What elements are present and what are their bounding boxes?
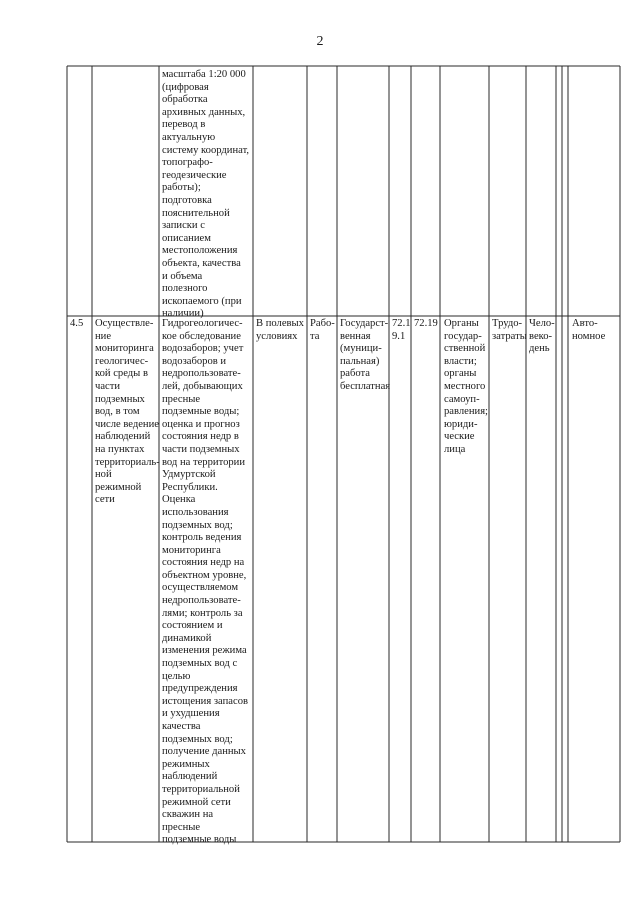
text-line: органы [444, 368, 477, 380]
text-line: (цифровая [162, 81, 209, 93]
text-line: власти; [444, 355, 477, 367]
text-line: подземных вод; [162, 519, 233, 531]
text-line: топографо- [162, 157, 213, 169]
text-line: территориальной [162, 783, 240, 795]
text-line: Гидрогеологичес- [162, 318, 243, 329]
funding-cell [340, 318, 390, 394]
text-line: Оценка [162, 494, 196, 506]
text-line: водозаборов и [162, 355, 227, 367]
text-line: бесплатная [340, 380, 391, 392]
text-line: пальная) [340, 355, 380, 367]
institution-type-cell [572, 318, 612, 343]
text-line: и объема [162, 270, 203, 282]
text-line: 72.1 [392, 318, 411, 329]
code-cell-2 [414, 318, 438, 331]
text-line: истощения запасов [162, 695, 248, 707]
text-line: состоянием и [162, 620, 223, 632]
text-line: пресные [162, 393, 201, 405]
consumers-cell [444, 318, 490, 457]
text-line: обработка [162, 94, 208, 106]
text-line: записки с [162, 220, 205, 232]
text-line: подземных вод; [162, 733, 233, 745]
text-line: работы); [162, 182, 201, 194]
text-line: наблюдений [162, 771, 218, 783]
text-line: предупреждения [162, 683, 238, 695]
text-line: мониторинга [162, 544, 221, 556]
text-line: Рабо- [310, 318, 335, 329]
text-line: Удмуртской [162, 469, 216, 481]
text-line: юриди- [444, 418, 478, 430]
text-line: числе ведение [95, 418, 159, 430]
text-line: состояния недр в [162, 431, 239, 443]
text-line: сети [95, 494, 115, 506]
text-line: водозаборов; учет [162, 343, 244, 355]
text-line: ископаемого (при [162, 295, 242, 307]
text-line: наблюдений [95, 431, 151, 443]
text-line: кое обследование [162, 330, 241, 342]
conditions-cell [256, 318, 306, 343]
text-line: условиях [256, 330, 298, 342]
text-line: вод на территории [162, 456, 245, 468]
text-line: использования [162, 506, 229, 518]
text-line: скважин на [162, 809, 214, 821]
text-line: подземных [95, 393, 145, 405]
text-line: состояния недр на [162, 557, 245, 569]
text-line: номное [572, 330, 606, 342]
text-line: ческие [444, 431, 475, 443]
text-line: оценка и прогноз [162, 418, 240, 430]
text-line: Чело- [529, 318, 555, 329]
text-line: полезного [162, 283, 208, 295]
text-line: целью [162, 670, 191, 682]
text-line: лей, добывающих [162, 380, 243, 392]
text-line: пояснительной [162, 207, 230, 219]
text-line: наличии) [162, 308, 204, 320]
text-line: масштаба 1:20 000 [162, 69, 246, 80]
text-line: ной [95, 469, 112, 481]
text-line: систему координат, [162, 144, 250, 156]
text-line: та [310, 330, 320, 342]
text-line: венная [340, 330, 371, 342]
work-name-cell [95, 318, 160, 507]
text-line: Органы [444, 318, 479, 329]
text-line: мониторинга [95, 343, 154, 355]
text-line: территориаль- [95, 456, 160, 468]
code-cell-1 [392, 318, 410, 343]
text-line: местного [444, 380, 486, 392]
text-line: части [95, 380, 121, 392]
text-line: подготовка [162, 194, 212, 206]
text-line: Осуществле- [95, 318, 154, 329]
text-line: государ- [444, 330, 482, 342]
text-line: качества [162, 721, 201, 732]
continuation-description-cell [162, 69, 252, 321]
text-line: архивных данных, [162, 106, 246, 118]
text-line: недропользовате- [162, 595, 241, 607]
text-line: осуществляемом [162, 582, 239, 594]
text-line: объекта, качества [162, 257, 241, 269]
text-line: недропользовате- [162, 368, 241, 380]
text-line: динамикой [162, 632, 212, 644]
text-line: 9.1 [392, 330, 406, 342]
unit-cell [529, 318, 556, 356]
text-line: пресные [162, 821, 201, 833]
text-line: получение данных [162, 746, 246, 758]
work-description-cell [162, 318, 252, 847]
text-line: (муници- [340, 343, 382, 355]
text-line: режимных [162, 758, 210, 770]
text-line: ние [95, 330, 112, 342]
text-line: В полевых [256, 318, 304, 329]
text-line: подземных вод с [162, 658, 238, 670]
text-line: лица [444, 443, 466, 455]
text-line: 72.19 [414, 318, 438, 329]
text-line: контроль ведения [162, 532, 242, 544]
text-line: подземные воды; [162, 406, 240, 418]
work-type-cell [310, 318, 336, 343]
text-line: объектном уровне, [162, 569, 247, 581]
row-number-cell: 4.5 [70, 318, 84, 329]
text-line: геодезические [162, 169, 227, 181]
text-line: работа [340, 368, 371, 380]
text-line: кой среды в [95, 368, 148, 380]
text-line: равления; [444, 406, 489, 418]
measure-cell [492, 318, 526, 343]
text-line: местоположения [162, 245, 238, 257]
text-line: затраты [492, 330, 527, 342]
text-line: самоуп- [444, 393, 480, 405]
text-line: перевод в [162, 119, 206, 131]
text-line: Республики. [162, 481, 218, 493]
text-line: части подземных [162, 443, 240, 455]
text-line: режимной сети [162, 796, 231, 808]
text-line: день [529, 343, 550, 355]
text-line: подземные воды [162, 834, 237, 846]
text-line: вод, в том [95, 406, 140, 418]
text-line: Авто- [572, 318, 598, 329]
text-line: геологичес- [95, 355, 149, 367]
text-line: лями; контроль за [162, 607, 243, 619]
text-line: на пунктах [95, 443, 145, 455]
text-line: изменения режима [162, 645, 247, 657]
text-line: описанием [162, 232, 211, 244]
page-number: 2 [316, 34, 324, 49]
text-line: веко- [529, 330, 553, 342]
text-line: Трудо- [492, 318, 523, 329]
text-line: актуальную [162, 131, 216, 143]
text-line: и ухудшения [162, 708, 220, 720]
text-line: Государст- [340, 318, 389, 329]
text-line: режимной [95, 481, 142, 493]
text-line: ственной [444, 343, 486, 355]
